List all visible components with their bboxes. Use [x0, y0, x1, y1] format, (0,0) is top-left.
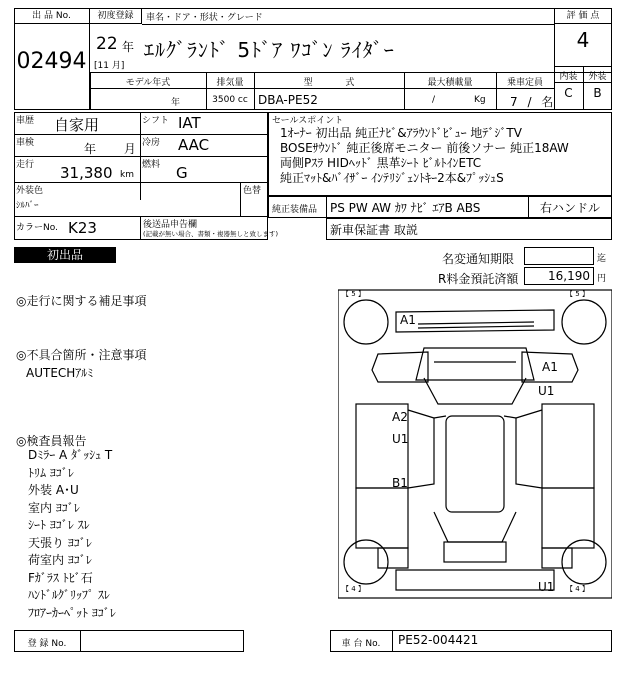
damage-mark-right-fender-2: U1 [538, 384, 555, 398]
inspector-item: 外装 A･U [28, 483, 79, 497]
chassis-number-label: 車 台 No. [341, 639, 381, 649]
recycle-fee-unit: 円 [597, 274, 607, 284]
inspector-item: ﾌﾛｱｰｶｰﾍﾟｯﾄ ﾖｺﾞﾚ [28, 605, 116, 620]
diagram-frame [338, 290, 612, 598]
color-number-label: カラーNo. [16, 223, 58, 233]
inspector-item: ﾄﾘﾑ ﾖｺﾞﾚ [28, 465, 74, 480]
shift-type: IAT [178, 114, 201, 132]
history-label: 車歴 [16, 116, 35, 126]
registration-year-unit: 年 [122, 40, 135, 54]
max-load-slash: / [432, 95, 436, 105]
registration-month: [11 月] [94, 61, 125, 71]
color-label: 外装色 [16, 186, 44, 196]
sales-points-list [280, 126, 569, 186]
damage-mark-front-bumper: A1 [400, 313, 416, 327]
tire-rear-right-label: 【 4 】 [566, 585, 589, 593]
inspector-item: 天張り ﾖｺﾞﾚ [28, 535, 92, 550]
lot-number: 02494 [14, 24, 90, 110]
max-load-unit: Kg [474, 95, 486, 105]
damage-mark-left-front-door: A2 [392, 410, 408, 424]
tire-front-left-label: 【 5 】 [342, 290, 365, 298]
damage-mark-right-fender: A1 [542, 360, 558, 374]
inspector-item: Fｶﾞﾗｽ ﾄﾋﾞ石 [28, 570, 93, 585]
rear-bumper [396, 570, 554, 590]
interior-grade: C [564, 86, 573, 100]
registration-year: 22 [96, 34, 118, 54]
inspector-item: 室内 ﾖｺﾞﾚ [28, 500, 80, 515]
fuel-type: G [176, 164, 188, 182]
steering-side: 右ハンドル [539, 201, 600, 215]
tire-front-right-label: 【 5 】 [566, 290, 589, 298]
displacement: 3500 cc [212, 95, 248, 105]
capacity: 7 / 名 [510, 95, 554, 109]
model-year-label: モデル年式 [125, 78, 171, 88]
car-name-label: 車名・ドア・形状・グレード [146, 13, 263, 23]
inspector-item: ｼｰﾄ ﾖｺﾞﾚ ｽﾚ [28, 518, 90, 532]
roof [446, 416, 504, 512]
mileage-label: 走行 [16, 160, 35, 170]
sales-point: BOSEｻｳﾝﾄﾞ 純正後席モニター 前後ソナー 純正18AW [280, 141, 569, 155]
sales-point: 純正ﾏｯﾄ&ﾊﾞｲｻﾞｰ ｲﾝﾃﾘｼﾞｪﾝﾄｷｰ2本&ﾌﾟｯｼｭS [280, 171, 504, 185]
first-registration-label: 初度登録 [90, 8, 142, 24]
inspection-label: 車検 [16, 138, 35, 148]
car-damage-diagram [338, 286, 612, 626]
model-type: DBA-PE52 [258, 93, 318, 107]
defects-text: AUTECHｱﾙﾐ [26, 366, 94, 380]
lot-number-label: 出 品 No. [14, 8, 90, 24]
aircon-label: 冷房 [142, 138, 161, 148]
exterior-grade-label: 外装 [588, 72, 607, 82]
mileage-unit: km [120, 170, 134, 180]
exterior-grade: B [593, 86, 602, 100]
vehicle-history: 自家用 [54, 116, 100, 134]
papers-label: 後送品申告欄 [143, 220, 198, 230]
tire-rear-left-icon [344, 540, 388, 584]
max-load-label: 最大積載量 [427, 78, 473, 88]
chassis-number: PE52-004421 [398, 633, 479, 647]
damage-mark-left-front-door-2: U1 [392, 432, 409, 446]
right-rear-door [542, 488, 594, 548]
recycle-fee-label: R料金預託済額 [438, 272, 519, 286]
fuel-label: 燃料 [142, 160, 161, 170]
inspector-report-list [28, 447, 116, 622]
mileage-supplement-label: ◎走行に関する補足事項 [16, 294, 147, 308]
tire-rear-left-label: 【 4 】 [342, 585, 365, 593]
color-number: K23 [68, 219, 97, 237]
model-year-unit: 年 [170, 98, 180, 108]
name-change-unit: 迄 [597, 254, 607, 264]
interior-grade-label: 内装 [559, 72, 578, 82]
sales-points-label: セールスポイント [272, 116, 344, 126]
tire-front-left-icon [344, 300, 388, 344]
shift-label: シフト [142, 116, 170, 126]
inspector-item: 荷室内 ﾖｺﾞﾚ [28, 553, 92, 567]
name-change-label: 名変通知期限 [442, 252, 515, 266]
tire-front-right-icon [562, 300, 606, 344]
damage-mark-left-rear-door: B1 [392, 476, 408, 490]
name-change-deadline [524, 247, 594, 265]
recycle-fee-amount: 16,190 [524, 267, 594, 285]
first-listing-badge: 初出品 [14, 247, 116, 263]
exterior-color: ｼﾙﾊﾞｰ [16, 201, 39, 211]
warranty-docs: 新車保証書 取説 [330, 223, 418, 237]
inspector-item: Dﾐﾗｰ A ﾀﾞｯｼｭ T [28, 448, 113, 462]
registration-number-label: 登 録 No. [27, 639, 67, 649]
rear-window [434, 512, 516, 542]
displacement-label: 排気量 [216, 78, 244, 88]
papers-note: (記載が無い場合、書類・複器無しと致します) [143, 230, 279, 238]
damage-mark-rear-bumper: U1 [538, 580, 555, 594]
defects-label: ◎不具合箇所・注意事項 [16, 348, 147, 362]
grade-score: 4 [576, 28, 590, 52]
front-bumper [396, 310, 554, 332]
sales-point: 1ｵｰﾅｰ 初出品 純正ﾅﾋﾞ&ｱﾗｳﾝﾄﾞﾋﾞｭｰ 地ﾃﾞｼﾞTV [280, 126, 522, 140]
mileage: 31,380 [60, 164, 113, 182]
left-rear-door [356, 488, 408, 548]
inspector-item: ﾊﾝﾄﾞﾙｸﾞﾘｯﾌﾟ ｽﾚ [28, 588, 110, 602]
rear-hatch [444, 542, 506, 562]
equipment-list: PS PW AW ｶﾜ ﾅﾋﾞ ｴｱB ABS [330, 201, 481, 215]
equipment-label: 純正装備品 [272, 205, 318, 215]
car-name: ｴﾙｸﾞﾗﾝﾄﾞ 5ﾄﾞｱ ﾜｺﾞﾝ ﾗｲﾀﾞｰ [144, 38, 395, 62]
hood [416, 348, 534, 380]
aircon-type: AAC [178, 136, 210, 154]
type-label: 型 式 [303, 78, 355, 88]
color-change-label: 色替 [243, 186, 262, 196]
tire-rear-right-icon [562, 540, 606, 584]
capacity-label: 乗車定員 [506, 78, 543, 88]
grade-label: 評 価 点 [554, 8, 612, 24]
right-front-door [542, 404, 594, 488]
inspector-report-label: ◎検査員報告 [16, 434, 87, 448]
sales-point: 両側Pｽﾗ HIDﾍｯﾄﾞ 黒革ｼｰﾄ ﾋﾞﾙﾄｲﾝETC [280, 156, 482, 170]
inspection-date: 年 月 [84, 142, 136, 156]
